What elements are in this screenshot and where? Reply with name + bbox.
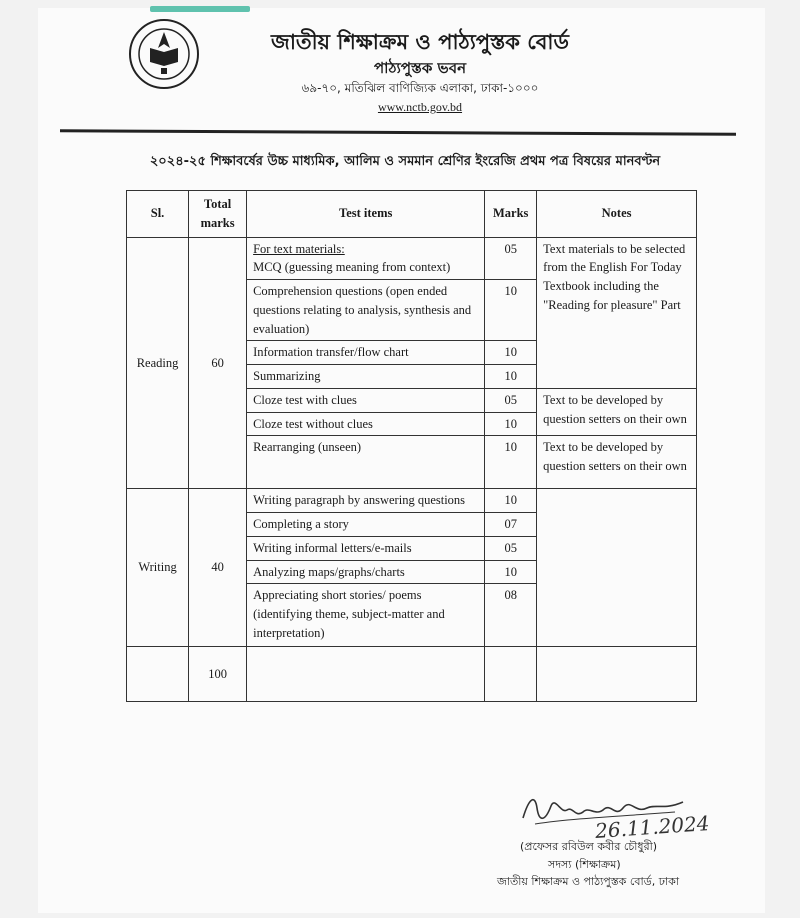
test-item: Rearranging (unseen): [247, 436, 485, 489]
signature-date: 26.11.2024: [594, 811, 711, 843]
table-header-row: [127, 191, 697, 238]
table-row: [127, 237, 697, 280]
test-item: Analyzing maps/graphs/charts: [247, 560, 485, 584]
total-reading: 60: [189, 237, 247, 489]
website-link[interactable]: www.nctb.gov.bd: [377, 100, 463, 114]
item-marks: 10: [485, 560, 537, 584]
header-total-marks: Total marks: [189, 191, 247, 238]
signatory-organization: জাতীয় শিক্ষাক্রম ও পাঠ্যপুস্তক বোর্ড, ঢাকা: [497, 875, 680, 888]
marks-distribution-table: [126, 190, 697, 702]
nctb-logo-icon: [128, 18, 200, 90]
item-marks: 05: [485, 388, 537, 412]
reading-note-1: Text materials to be selected from the English For Today Textbook including the "Reading for pleasure" Part: [537, 237, 697, 388]
table-row: [127, 489, 697, 513]
item-marks: 10: [485, 341, 537, 365]
total-row: [127, 647, 697, 702]
item-marks: 10: [485, 436, 537, 489]
section-writing: Writing: [127, 489, 189, 647]
total-row-notes: [537, 647, 697, 702]
test-item: Writing informal letters/e-mails: [247, 536, 485, 560]
item-marks: 10: [485, 489, 537, 513]
test-item: Appreciating short stories/ poems (identifying theme, subject-matter and interpretation): [247, 584, 485, 647]
signatory-name: (প্রফেসর রবিউল কবীর চৌধুরী): [520, 840, 658, 853]
building-name: পাঠ্যপুস্তক ভবন: [373, 59, 467, 77]
test-item: [247, 237, 485, 280]
document-title: ২০২৪-২৫ শিক্ষাবর্ষের উচ্চ মাধ্যমিক, আলিম ও সমমান শ্রেণির ইংরেজি প্রথম পত্র বিষয়ের মানবণ্টন: [149, 154, 661, 169]
test-item: Completing a story: [247, 513, 485, 537]
test-item: Comprehension questions (open ended questions relating to analysis, synthesis and evaluation): [247, 280, 485, 341]
test-item-label: MCQ (guessing meaning from context): [253, 260, 451, 275]
reading-note-2: Text to be developed by question setters on their own: [537, 388, 697, 436]
item-marks: 05: [485, 237, 537, 280]
item-marks: 08: [485, 584, 537, 647]
test-item-heading: For text materials:: [253, 241, 345, 256]
header-marks: Marks: [485, 191, 537, 238]
top-highlight-strip: [150, 6, 250, 12]
total-writing: 40: [189, 489, 247, 647]
test-item: Cloze test without clues: [247, 412, 485, 436]
writing-notes: [537, 489, 697, 647]
total-row-marks: [485, 647, 537, 702]
office-address: ৬৯-৭০, মতিঝিল বাণিজ্যিক এলাকা, ঢাকা-১০০০: [301, 81, 539, 95]
header-notes: Notes: [537, 191, 697, 238]
signatory-designation: সদস্য (শিক্ষাক্রম): [548, 858, 621, 871]
total-row-sl: [127, 647, 189, 702]
test-item: Writing paragraph by answering questions: [247, 489, 485, 513]
item-marks: 10: [485, 280, 537, 341]
total-row-items: [247, 647, 485, 702]
header-test-items: Test items: [247, 191, 485, 238]
item-marks: 10: [485, 365, 537, 389]
test-item: Summarizing: [247, 365, 485, 389]
item-marks: 05: [485, 536, 537, 560]
test-item: Cloze test with clues: [247, 388, 485, 412]
section-reading: Reading: [127, 237, 189, 489]
item-marks: 07: [485, 513, 537, 537]
test-item: Information transfer/flow chart: [247, 341, 485, 365]
organization-name: জাতীয় শিক্ষাক্রম ও পাঠ্যপুস্তক বোর্ড: [271, 30, 569, 54]
reading-note-3: Text to be developed by question setters on their own: [537, 436, 697, 489]
grand-total: 100: [189, 647, 247, 702]
item-marks: 10: [485, 412, 537, 436]
header-sl: Sl.: [127, 191, 189, 238]
